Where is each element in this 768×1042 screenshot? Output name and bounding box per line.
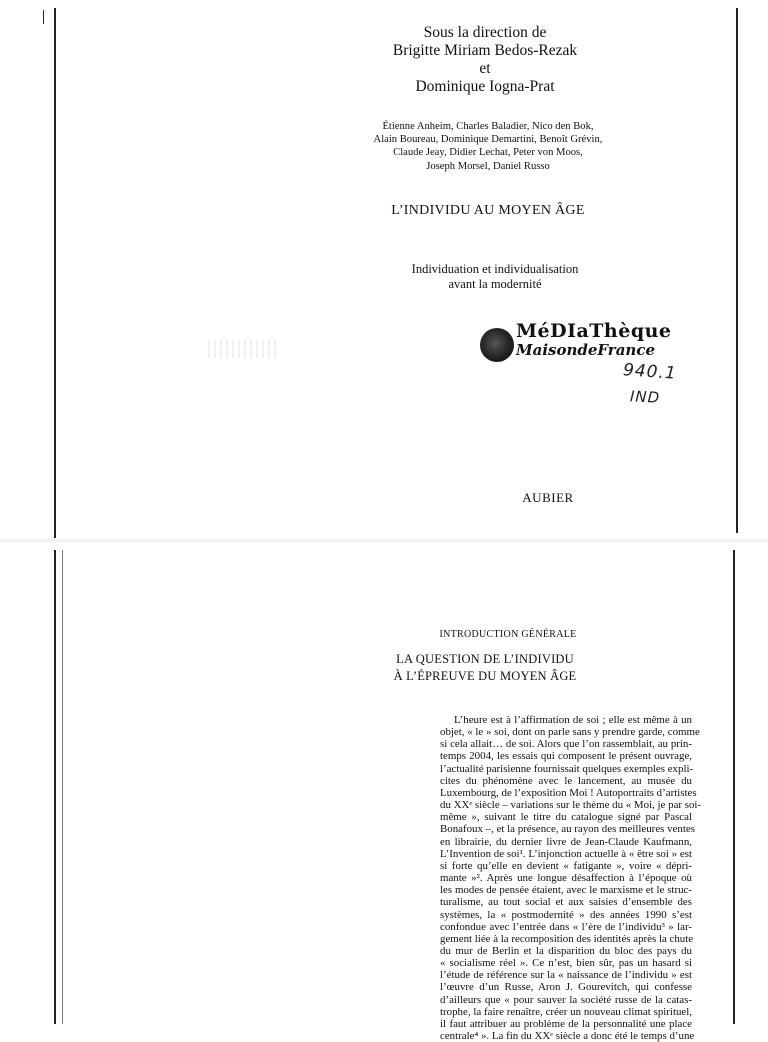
introduction-page (0, 544, 768, 1042)
direction-line: et (479, 60, 491, 77)
body-line: mante »². Après une longue désaffection à l’époque où (440, 872, 692, 885)
book-title: L’INDIVIDU AU MOYEN ÂGE (391, 203, 585, 218)
body-line: du XXᵉ siècle – variations sur le thème du « Moi, je par soi- (440, 799, 702, 812)
contributors-line: Étienne Anheim, Charles Baladier, Nico den Bok, (382, 121, 594, 132)
left-margin-line-inner (62, 550, 63, 1024)
stamp-text-line1: MéDIaThèque (516, 320, 672, 342)
body-line: turalisme, au tout social et aux saisies d’ensemble des (440, 896, 692, 909)
body-line: l’œuvre d’un Russe, Aron J. Gourevitch, qui confesse (440, 981, 692, 994)
body-line: systèmes, la « postmodernité » des années 1990 s’est (440, 908, 692, 921)
direction-line: Sous la direction de (423, 24, 547, 41)
body-line: gement liée à la recomposition des identités après la chute (440, 932, 694, 945)
contributors-block (248, 120, 728, 173)
book-subtitle (255, 262, 735, 292)
body-line: si forte qu’elle en devient « fatigante », voire « dépri- (440, 859, 692, 872)
chapter-title (245, 651, 725, 685)
editors-block (245, 24, 725, 96)
direction-line: Brigitte Miriam Bedos-Rezak (392, 42, 578, 59)
contributors-line: Claude Jeay, Didier Lechat, Peter von Moos, (393, 147, 583, 159)
right-margin-line (733, 550, 735, 1024)
handwritten-call-number: 940.1 (622, 360, 678, 384)
stamp-text-line2: MaisondeFrance (516, 341, 655, 359)
body-line: il faut attribuer au problème de la personnalité une place (440, 1017, 692, 1030)
left-margin-line (54, 8, 56, 538)
subtitle-line: avant la modernité (448, 277, 542, 291)
body-line: temps 2004, les essais qui composent le présent ouvrage, (440, 750, 692, 763)
subtitle-line: Individuation et individualisation (411, 262, 579, 276)
body-line: du mur de Berlin et la disparition du bloc des pays du (440, 944, 692, 957)
body-line: objet, « le » soi, dont on parle sans y prendre garde, comme (440, 726, 700, 739)
body-line: si cela allait… de soi. Alors que l’on rassemblait, au prin- (440, 738, 692, 751)
body-line: l’actualité parisienne fournissait quelques exemples expli- (440, 762, 694, 775)
body-line: en librairie, du dernier livre de Jean-Claude Kaufmann, (440, 835, 692, 848)
body-line: même », suivant le titre du catalogue signé par Pascal (440, 811, 692, 824)
body-line: cites du phénomène avec le lancement, au musée du (440, 774, 692, 787)
body-line: L’Invention de soi¹. L’injonction actuelle à « être soi » est (440, 847, 692, 860)
body-line: d’ailleurs que « pour sauver la société russe de la catas- (440, 993, 692, 1006)
direction-line: Dominique Iogna-Prat (415, 78, 555, 95)
body-line: L’heure est à l’affirmation de soi ; elle est même à un (454, 714, 692, 726)
handwritten-shelf-code: IND (629, 387, 661, 407)
body-line: centrale⁴ ». La fin du XXᵉ siècle a donc été le temps d’une (440, 1030, 695, 1042)
chapter-title-line: À L’ÉPREUVE DU MOYEN ÂGE (393, 669, 577, 683)
margin-mark (43, 10, 44, 24)
body-line: trophe, la faire renaître, créer un nouveau climat spirituel, (440, 1005, 692, 1018)
body-line: « socialisme réel ». Ce n’est, bien sûr, pas un hasard si (440, 957, 692, 970)
body-line: Bonafoux –, et la présence, au rayon des meilleures ventes (440, 823, 695, 836)
body-line: l’étude de référence sur la « naissance de l’individu » est (440, 969, 692, 982)
section-label: INTRODUCTION GÉNÉRALE (439, 629, 577, 640)
publisher-name: AUBIER (522, 490, 574, 505)
contributors-line: Joseph Morsel, Daniel Russo (426, 160, 550, 172)
body-line: Luxembourg, de l’exposition Moi ! Autoportraits d’artistes (440, 786, 697, 799)
stamp-emblem-icon (480, 328, 514, 362)
faint-scan-mark (208, 340, 278, 358)
right-margin-line (736, 8, 738, 533)
left-margin-line (54, 550, 56, 1024)
contributors-line: Alain Boureau, Dominique Demartini, Benoît Grévin, (373, 134, 603, 146)
body-line: les modes de pensée étaient, avec le marxisme et le struc- (440, 884, 692, 897)
body-text (440, 714, 702, 1042)
body-line: confondue avec l’entrée dans « l’ère de l’individu³ » lar- (440, 920, 692, 933)
chapter-title-line: LA QUESTION DE L’INDIVIDU (396, 652, 574, 666)
library-stamp (480, 320, 672, 366)
